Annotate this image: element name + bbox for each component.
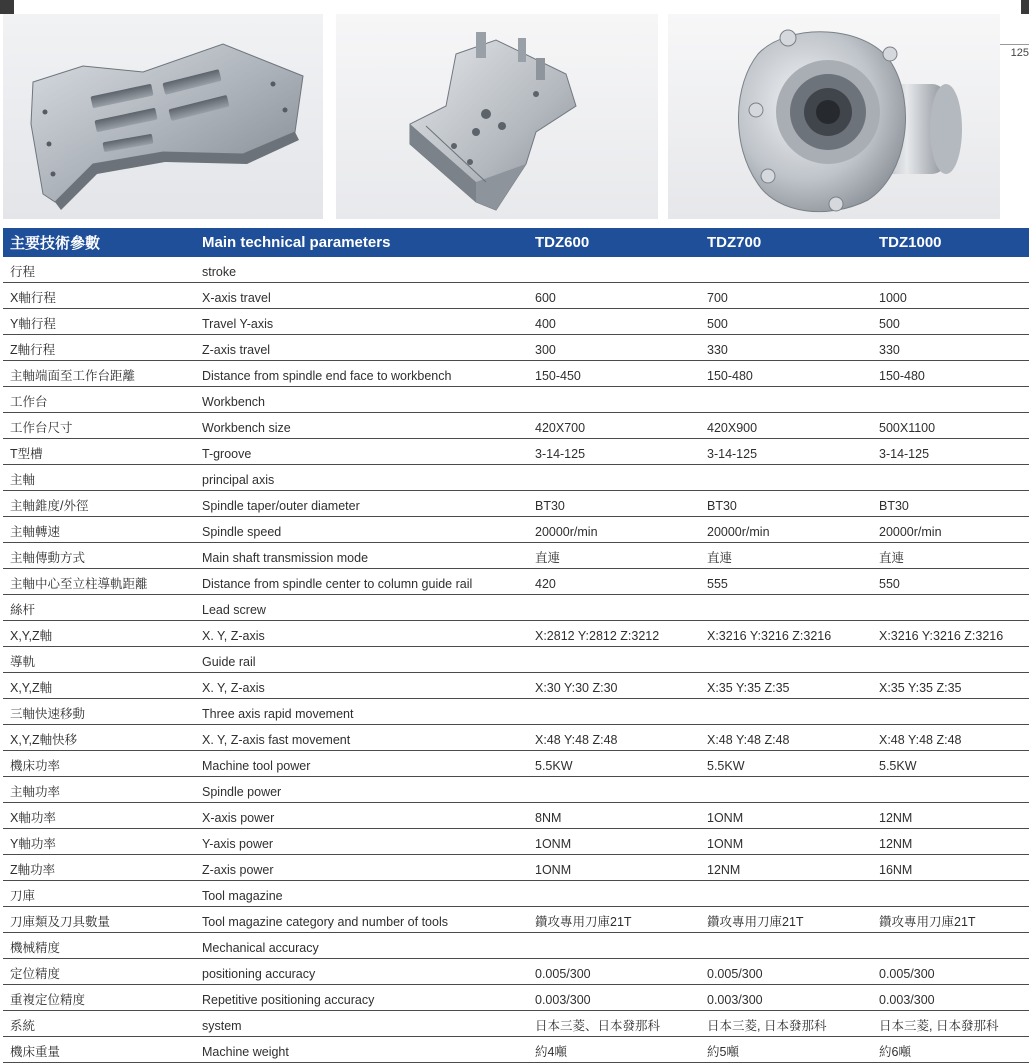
table-row [3, 829, 1029, 855]
value-tdz600: 420X700 [528, 413, 700, 439]
param-name-zh: 主軸 [3, 465, 195, 491]
value-tdz600: X:2812 Y:2812 Z:3212 [528, 621, 700, 647]
param-name-zh: 機械精度 [3, 933, 195, 959]
value-tdz1000: 直連 [872, 543, 1029, 569]
value-tdz700: X:3216 Y:3216 Z:3216 [700, 621, 872, 647]
param-name-zh: Z軸功率 [3, 855, 195, 881]
value-tdz600: 日本三菱、日本發那科 [528, 1011, 700, 1037]
value-tdz700: BT30 [700, 491, 872, 517]
value-tdz700 [700, 777, 872, 803]
value-tdz600: 600 [528, 283, 700, 309]
value-tdz600 [528, 881, 700, 907]
param-name-zh: 系統 [3, 1011, 195, 1037]
param-name-en: X. Y, Z-axis [195, 621, 528, 647]
value-tdz700: 日本三菱, 日本發那科 [700, 1011, 872, 1037]
value-tdz700 [700, 257, 872, 283]
value-tdz1000: 550 [872, 569, 1029, 595]
value-tdz1000 [872, 777, 1029, 803]
value-tdz600: 5.5KW [528, 751, 700, 777]
param-name-en: Machine weight [195, 1037, 528, 1063]
header-english: Main technical parameters [195, 228, 528, 257]
value-tdz600: X:30 Y:30 Z:30 [528, 673, 700, 699]
table-row [3, 907, 1029, 933]
param-name-en: Spindle speed [195, 517, 528, 543]
param-name-en: T-groove [195, 439, 528, 465]
value-tdz600: 鑽攻專用刀庫21T [528, 907, 700, 933]
value-tdz600: 約4噸 [528, 1037, 700, 1063]
param-name-en: Tool magazine [195, 881, 528, 907]
value-tdz600: 400 [528, 309, 700, 335]
machined-plate-photo [3, 14, 323, 219]
value-tdz600 [528, 647, 700, 673]
page-number: 125 [981, 44, 1029, 59]
value-tdz1000 [872, 257, 1029, 283]
param-name-en: Distance from spindle end face to workbench [195, 361, 528, 387]
header-model-tdz700: TDZ700 [700, 228, 872, 257]
value-tdz700: 3-14-125 [700, 439, 872, 465]
param-name-en: principal axis [195, 465, 528, 491]
value-tdz1000: 1000 [872, 283, 1029, 309]
param-name-en: X. Y, Z-axis fast movement [195, 725, 528, 751]
value-tdz1000 [872, 647, 1029, 673]
value-tdz600 [528, 777, 700, 803]
value-tdz700 [700, 387, 872, 413]
table-row [3, 595, 1029, 621]
value-tdz1000: 12NM [872, 803, 1029, 829]
table-row [3, 725, 1029, 751]
param-name-zh: T型槽 [3, 439, 195, 465]
value-tdz1000 [872, 699, 1029, 725]
table-row [3, 387, 1029, 413]
value-tdz1000: 330 [872, 335, 1029, 361]
param-name-zh: 刀庫類及刀具數量 [3, 907, 195, 933]
param-name-zh: 主軸轉速 [3, 517, 195, 543]
param-name-zh: X軸行程 [3, 283, 195, 309]
param-name-en: X-axis power [195, 803, 528, 829]
param-name-en: stroke [195, 257, 528, 283]
corner-mark-right [1021, 0, 1029, 14]
value-tdz1000: 12NM [872, 829, 1029, 855]
table-row [3, 309, 1029, 335]
value-tdz1000: 500X1100 [872, 413, 1029, 439]
value-tdz600: 150-450 [528, 361, 700, 387]
param-name-en: Lead screw [195, 595, 528, 621]
value-tdz700: 20000r/min [700, 517, 872, 543]
value-tdz700: 鑽攻專用刀庫21T [700, 907, 872, 933]
value-tdz1000: 3-14-125 [872, 439, 1029, 465]
value-tdz700: 330 [700, 335, 872, 361]
param-name-zh: 機床重量 [3, 1037, 195, 1063]
table-row [3, 803, 1029, 829]
table-row [3, 1011, 1029, 1037]
value-tdz1000: 日本三菱, 日本發那科 [872, 1011, 1029, 1037]
value-tdz700: 1ONM [700, 803, 872, 829]
value-tdz1000: 0.003/300 [872, 985, 1029, 1011]
table-row [3, 985, 1029, 1011]
value-tdz700: 0.005/300 [700, 959, 872, 985]
param-name-en: Travel Y-axis [195, 309, 528, 335]
value-tdz700: 0.003/300 [700, 985, 872, 1011]
param-name-en: Workbench size [195, 413, 528, 439]
header-model-tdz1000: TDZ1000 [872, 228, 1029, 257]
param-name-zh: Z軸行程 [3, 335, 195, 361]
param-name-en: Guide rail [195, 647, 528, 673]
table-row [3, 517, 1029, 543]
param-name-zh: 主軸中心至立柱導軌距離 [3, 569, 195, 595]
value-tdz600: 直連 [528, 543, 700, 569]
table-row [3, 1037, 1029, 1063]
value-tdz700 [700, 595, 872, 621]
value-tdz700: 420X900 [700, 413, 872, 439]
table-row [3, 543, 1029, 569]
value-tdz700: 1ONM [700, 829, 872, 855]
value-tdz700: 12NM [700, 855, 872, 881]
corner-mark-left [0, 0, 14, 14]
param-name-zh: 主軸傳動方式 [3, 543, 195, 569]
param-name-en: Spindle power [195, 777, 528, 803]
param-name-zh: 導軌 [3, 647, 195, 673]
value-tdz600 [528, 257, 700, 283]
param-name-en: Workbench [195, 387, 528, 413]
table-row [3, 647, 1029, 673]
table-row [3, 621, 1029, 647]
value-tdz1000: 500 [872, 309, 1029, 335]
param-name-en: X-axis travel [195, 283, 528, 309]
value-tdz600 [528, 595, 700, 621]
value-tdz600: 20000r/min [528, 517, 700, 543]
param-name-zh: 主軸錐度/外徑 [3, 491, 195, 517]
value-tdz1000: X:3216 Y:3216 Z:3216 [872, 621, 1029, 647]
value-tdz1000 [872, 387, 1029, 413]
table-row [3, 361, 1029, 387]
table-row [3, 959, 1029, 985]
param-name-zh: Y軸行程 [3, 309, 195, 335]
technical-parameters-table [3, 228, 1029, 1063]
value-tdz1000 [872, 595, 1029, 621]
param-name-zh: 主軸功率 [3, 777, 195, 803]
value-tdz1000: 5.5KW [872, 751, 1029, 777]
param-name-zh: X,Y,Z軸快移 [3, 725, 195, 751]
value-tdz700: 約5噸 [700, 1037, 872, 1063]
value-tdz600: 0.003/300 [528, 985, 700, 1011]
value-tdz600: 1ONM [528, 829, 700, 855]
table-row [3, 439, 1029, 465]
value-tdz700: 700 [700, 283, 872, 309]
value-tdz600 [528, 387, 700, 413]
param-name-en: system [195, 1011, 528, 1037]
param-name-zh: 主軸端面至工作台距離 [3, 361, 195, 387]
value-tdz600: 3-14-125 [528, 439, 700, 465]
value-tdz600: 1ONM [528, 855, 700, 881]
table-row [3, 673, 1029, 699]
param-name-zh: 三軸快速移動 [3, 699, 195, 725]
value-tdz700: 直連 [700, 543, 872, 569]
value-tdz600: 300 [528, 335, 700, 361]
value-tdz1000: 20000r/min [872, 517, 1029, 543]
table-row [3, 413, 1029, 439]
param-name-en: Main shaft transmission mode [195, 543, 528, 569]
param-name-zh: X,Y,Z軸 [3, 621, 195, 647]
param-name-zh: Y軸功率 [3, 829, 195, 855]
value-tdz600: 420 [528, 569, 700, 595]
param-name-en: Spindle taper/outer diameter [195, 491, 528, 517]
value-tdz1000 [872, 933, 1029, 959]
param-name-en: X. Y, Z-axis [195, 673, 528, 699]
table-row [3, 257, 1029, 283]
param-name-en: Tool magazine category and number of tools [195, 907, 528, 933]
value-tdz600 [528, 465, 700, 491]
value-tdz700: 5.5KW [700, 751, 872, 777]
param-name-en: positioning accuracy [195, 959, 528, 985]
param-name-zh: 定位精度 [3, 959, 195, 985]
value-tdz700 [700, 465, 872, 491]
table-row [3, 855, 1029, 881]
param-name-en: Mechanical accuracy [195, 933, 528, 959]
table-row [3, 569, 1029, 595]
cast-housing-photo [668, 14, 1000, 219]
value-tdz600: 8NM [528, 803, 700, 829]
param-name-zh: 工作台尺寸 [3, 413, 195, 439]
value-tdz700: 500 [700, 309, 872, 335]
table-body [3, 257, 1029, 1063]
table-row [3, 933, 1029, 959]
table-row [3, 283, 1029, 309]
value-tdz1000: 16NM [872, 855, 1029, 881]
value-tdz1000: 鑽攻專用刀庫21T [872, 907, 1029, 933]
value-tdz1000 [872, 881, 1029, 907]
param-name-zh: 重複定位精度 [3, 985, 195, 1011]
value-tdz700 [700, 933, 872, 959]
header-chinese: 主要技術參數 [3, 228, 195, 257]
table-row [3, 699, 1029, 725]
value-tdz600 [528, 933, 700, 959]
value-tdz700 [700, 699, 872, 725]
param-name-en: Distance from spindle center to column guide rail [195, 569, 528, 595]
param-name-zh: 工作台 [3, 387, 195, 413]
table-header-row [3, 228, 1029, 257]
value-tdz1000: X:48 Y:48 Z:48 [872, 725, 1029, 751]
value-tdz1000: 0.005/300 [872, 959, 1029, 985]
table-row [3, 777, 1029, 803]
param-name-zh: 絲杆 [3, 595, 195, 621]
value-tdz700: X:35 Y:35 Z:35 [700, 673, 872, 699]
value-tdz1000: BT30 [872, 491, 1029, 517]
value-tdz600 [528, 699, 700, 725]
table-row [3, 881, 1029, 907]
value-tdz1000: X:35 Y:35 Z:35 [872, 673, 1029, 699]
value-tdz600: 0.005/300 [528, 959, 700, 985]
table-row [3, 465, 1029, 491]
table-row [3, 491, 1029, 517]
value-tdz700: X:48 Y:48 Z:48 [700, 725, 872, 751]
param-name-zh: 行程 [3, 257, 195, 283]
value-tdz700: 150-480 [700, 361, 872, 387]
value-tdz700 [700, 881, 872, 907]
param-name-zh: X,Y,Z軸 [3, 673, 195, 699]
param-name-en: Machine tool power [195, 751, 528, 777]
machined-bracket-photo [336, 14, 658, 219]
param-name-en: Z-axis power [195, 855, 528, 881]
value-tdz700: 555 [700, 569, 872, 595]
header-model-tdz600: TDZ600 [528, 228, 700, 257]
value-tdz1000: 150-480 [872, 361, 1029, 387]
param-name-zh: 機床功率 [3, 751, 195, 777]
value-tdz700 [700, 647, 872, 673]
table-row [3, 335, 1029, 361]
param-name-zh: 刀庫 [3, 881, 195, 907]
table-row [3, 751, 1029, 777]
param-name-en: Three axis rapid movement [195, 699, 528, 725]
param-name-en: Z-axis travel [195, 335, 528, 361]
value-tdz1000: 約6噸 [872, 1037, 1029, 1063]
value-tdz1000 [872, 465, 1029, 491]
value-tdz600: BT30 [528, 491, 700, 517]
param-name-zh: X軸功率 [3, 803, 195, 829]
value-tdz600: X:48 Y:48 Z:48 [528, 725, 700, 751]
param-name-en: Y-axis power [195, 829, 528, 855]
param-name-en: Repetitive positioning accuracy [195, 985, 528, 1011]
